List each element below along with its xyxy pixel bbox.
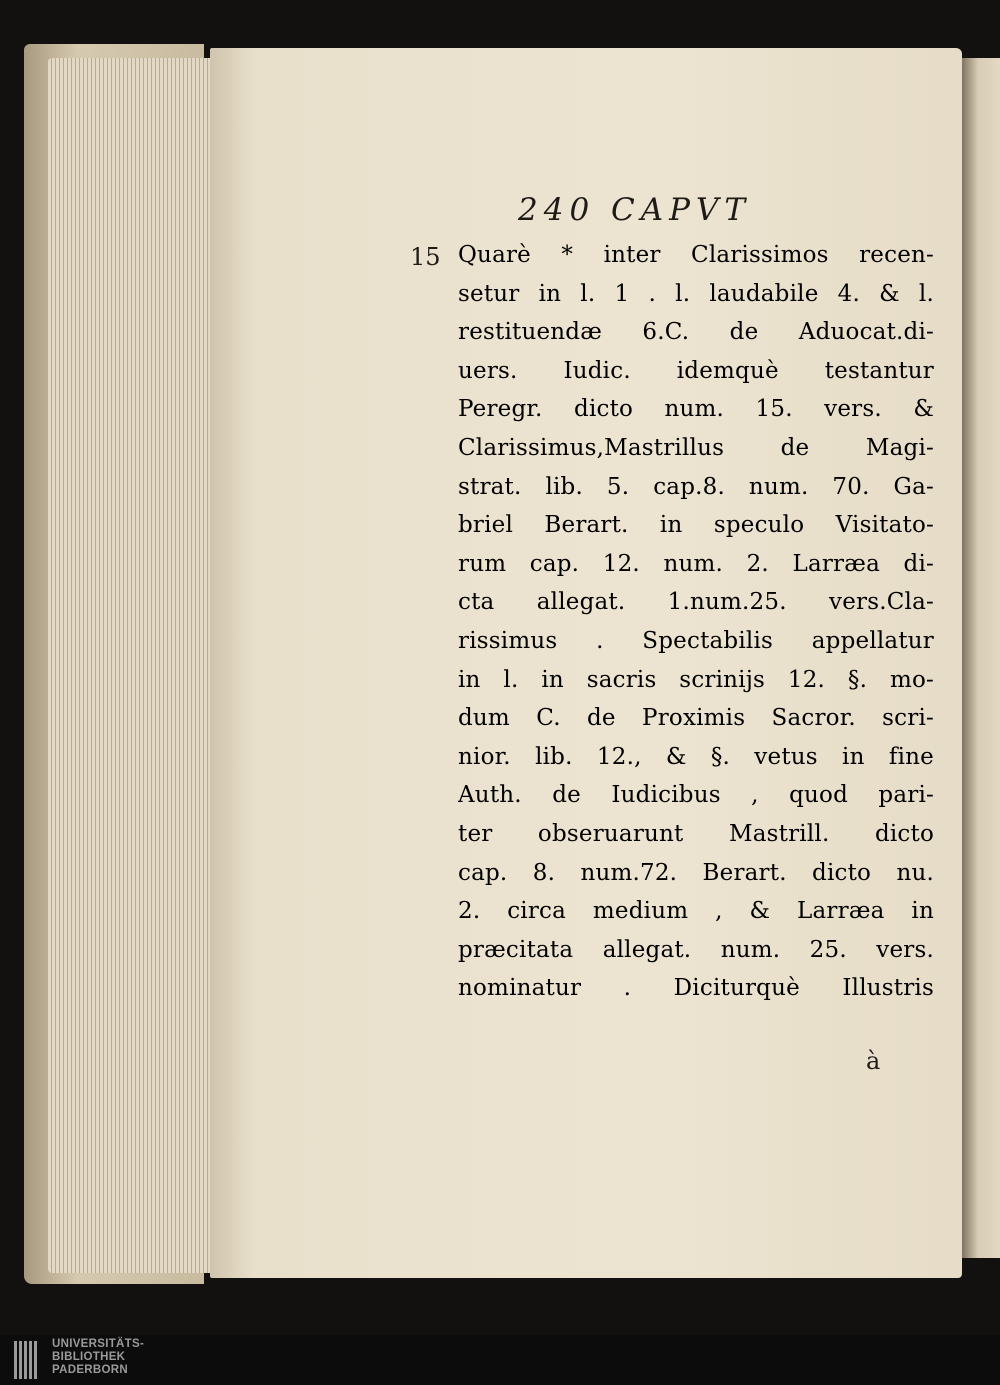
- text-line: nominatur . Diciturquè Illustris: [458, 975, 934, 1002]
- facing-page-edge: [962, 58, 1000, 1258]
- logo-line: PADERBORN: [52, 1364, 128, 1376]
- text-line: strat. lib. 5. cap.8. num. 70. Ga-: [458, 473, 934, 500]
- text-line: Quarè * inter Clarissimos recen-: [458, 242, 934, 268]
- text-line: in l. in sacris scrinijs 12. §. mo-: [458, 666, 934, 693]
- text-line: restituendæ 6.C. de Aduocat.di-: [458, 319, 934, 346]
- text-line: Clarissimus,Mastrillus de Magi-: [458, 434, 934, 461]
- catchword: à: [866, 1047, 881, 1075]
- logo-line: BIBLIOTHEK: [52, 1351, 126, 1363]
- text-line: præcitata allegat. num. 25. vers.: [458, 936, 934, 963]
- margin-number: 15: [410, 243, 441, 271]
- footer-bar: [0, 1335, 1000, 1385]
- text-line: nior. lib. 12., & §. vetus in fine: [458, 743, 934, 770]
- body-text: [458, 236, 934, 1008]
- text-line: briel Berart. in speculo Visitato-: [458, 512, 934, 539]
- text-line: uers. Iudic. idemquè testantur: [458, 357, 934, 384]
- text-line: Peregr. dicto num. 15. vers. &: [458, 396, 934, 423]
- page-edges: [48, 58, 216, 1273]
- text-line: dum C. de Proximis Sacror. scri-: [458, 705, 934, 732]
- running-header: 240 CAPVT: [518, 192, 752, 228]
- text-line: rissimus . Spectabilis appellatur: [458, 627, 934, 654]
- text-line: cta allegat. 1.num.25. vers.Cla-: [458, 589, 934, 616]
- text-line: 2. circa medium , & Larræa in: [458, 898, 934, 925]
- text-line: setur in l. 1 . l. laudabile 4. & l.: [458, 280, 934, 307]
- text-line: ter obseruarunt Mastrill. dicto: [458, 820, 934, 847]
- text-line: rum cap. 12. num. 2. Larræa di-: [458, 550, 934, 577]
- logo-line: UNIVERSITÄTS-: [52, 1338, 145, 1350]
- library-logo-icon: [14, 1341, 44, 1379]
- text-line: cap. 8. num.72. Berart. dicto nu.: [458, 859, 934, 886]
- library-logo-text: [52, 1338, 144, 1377]
- text-line: Auth. de Iudicibus , quod pari-: [458, 782, 934, 809]
